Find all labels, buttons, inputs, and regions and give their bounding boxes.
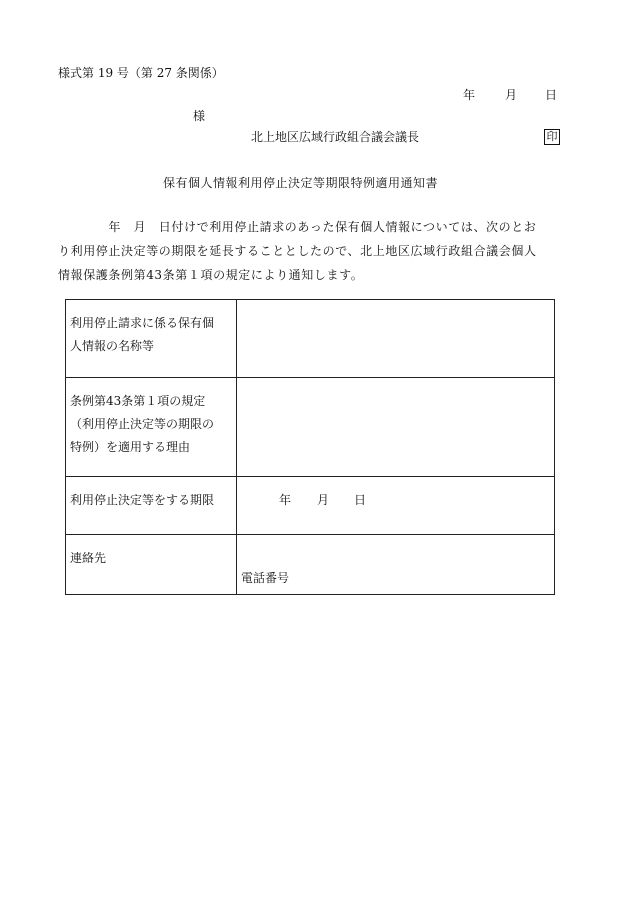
- table-row: [66, 535, 555, 595]
- deadline-year: 年: [279, 493, 292, 507]
- label-line: 利用停止請求に係る保有個: [70, 316, 215, 330]
- label-line: 連絡先: [70, 551, 107, 565]
- row-value: [237, 300, 555, 378]
- date-day: 日: [545, 88, 558, 102]
- addressee-honorific: 様: [193, 109, 206, 123]
- date-year: 年: [463, 88, 476, 102]
- deadline-value: [237, 477, 555, 535]
- row-label: [66, 477, 237, 535]
- body-line: 年 月 日付けで利用停止請求のあった保有個人情報については、次のとお: [58, 220, 537, 234]
- date-month: 月: [505, 88, 518, 102]
- body-line: 情報保護条例第43条第１項の規定により通知します。: [58, 268, 364, 282]
- label-line: 利用停止決定等をする期限: [70, 493, 215, 507]
- row-label: [66, 535, 237, 595]
- date-line: [463, 89, 557, 101]
- row-label: [66, 300, 237, 378]
- contact-phone: 電話番号: [237, 535, 555, 595]
- deadline-day: 日: [354, 493, 367, 507]
- row-value: [237, 378, 555, 477]
- notice-table: [65, 299, 555, 595]
- label-line: （利用停止決定等の期限の: [70, 417, 215, 431]
- deadline-month: 月: [317, 493, 330, 507]
- table-row: [66, 378, 555, 477]
- issuer-name: 北上地区広域行政組合議会議長: [251, 130, 420, 144]
- label-line: 特例）を適用する理由: [70, 440, 191, 454]
- table-row: [66, 300, 555, 378]
- body-line: り利用停止決定等の期限を延長することとしたので、北上地区広域行政組合議会個人: [58, 244, 537, 258]
- body-paragraph: [58, 215, 578, 287]
- document-title: 保有個人情報利用停止決定等期限特例適用通知書: [163, 176, 439, 190]
- form-number: 様式第 19 号（第 27 条関係）: [58, 66, 224, 80]
- seal-mark: 印: [544, 129, 560, 145]
- row-label: [66, 378, 237, 477]
- label-line: 条例第43条第１項の規定: [70, 394, 206, 408]
- table-row: [66, 477, 555, 535]
- label-line: 人情報の名称等: [70, 339, 155, 353]
